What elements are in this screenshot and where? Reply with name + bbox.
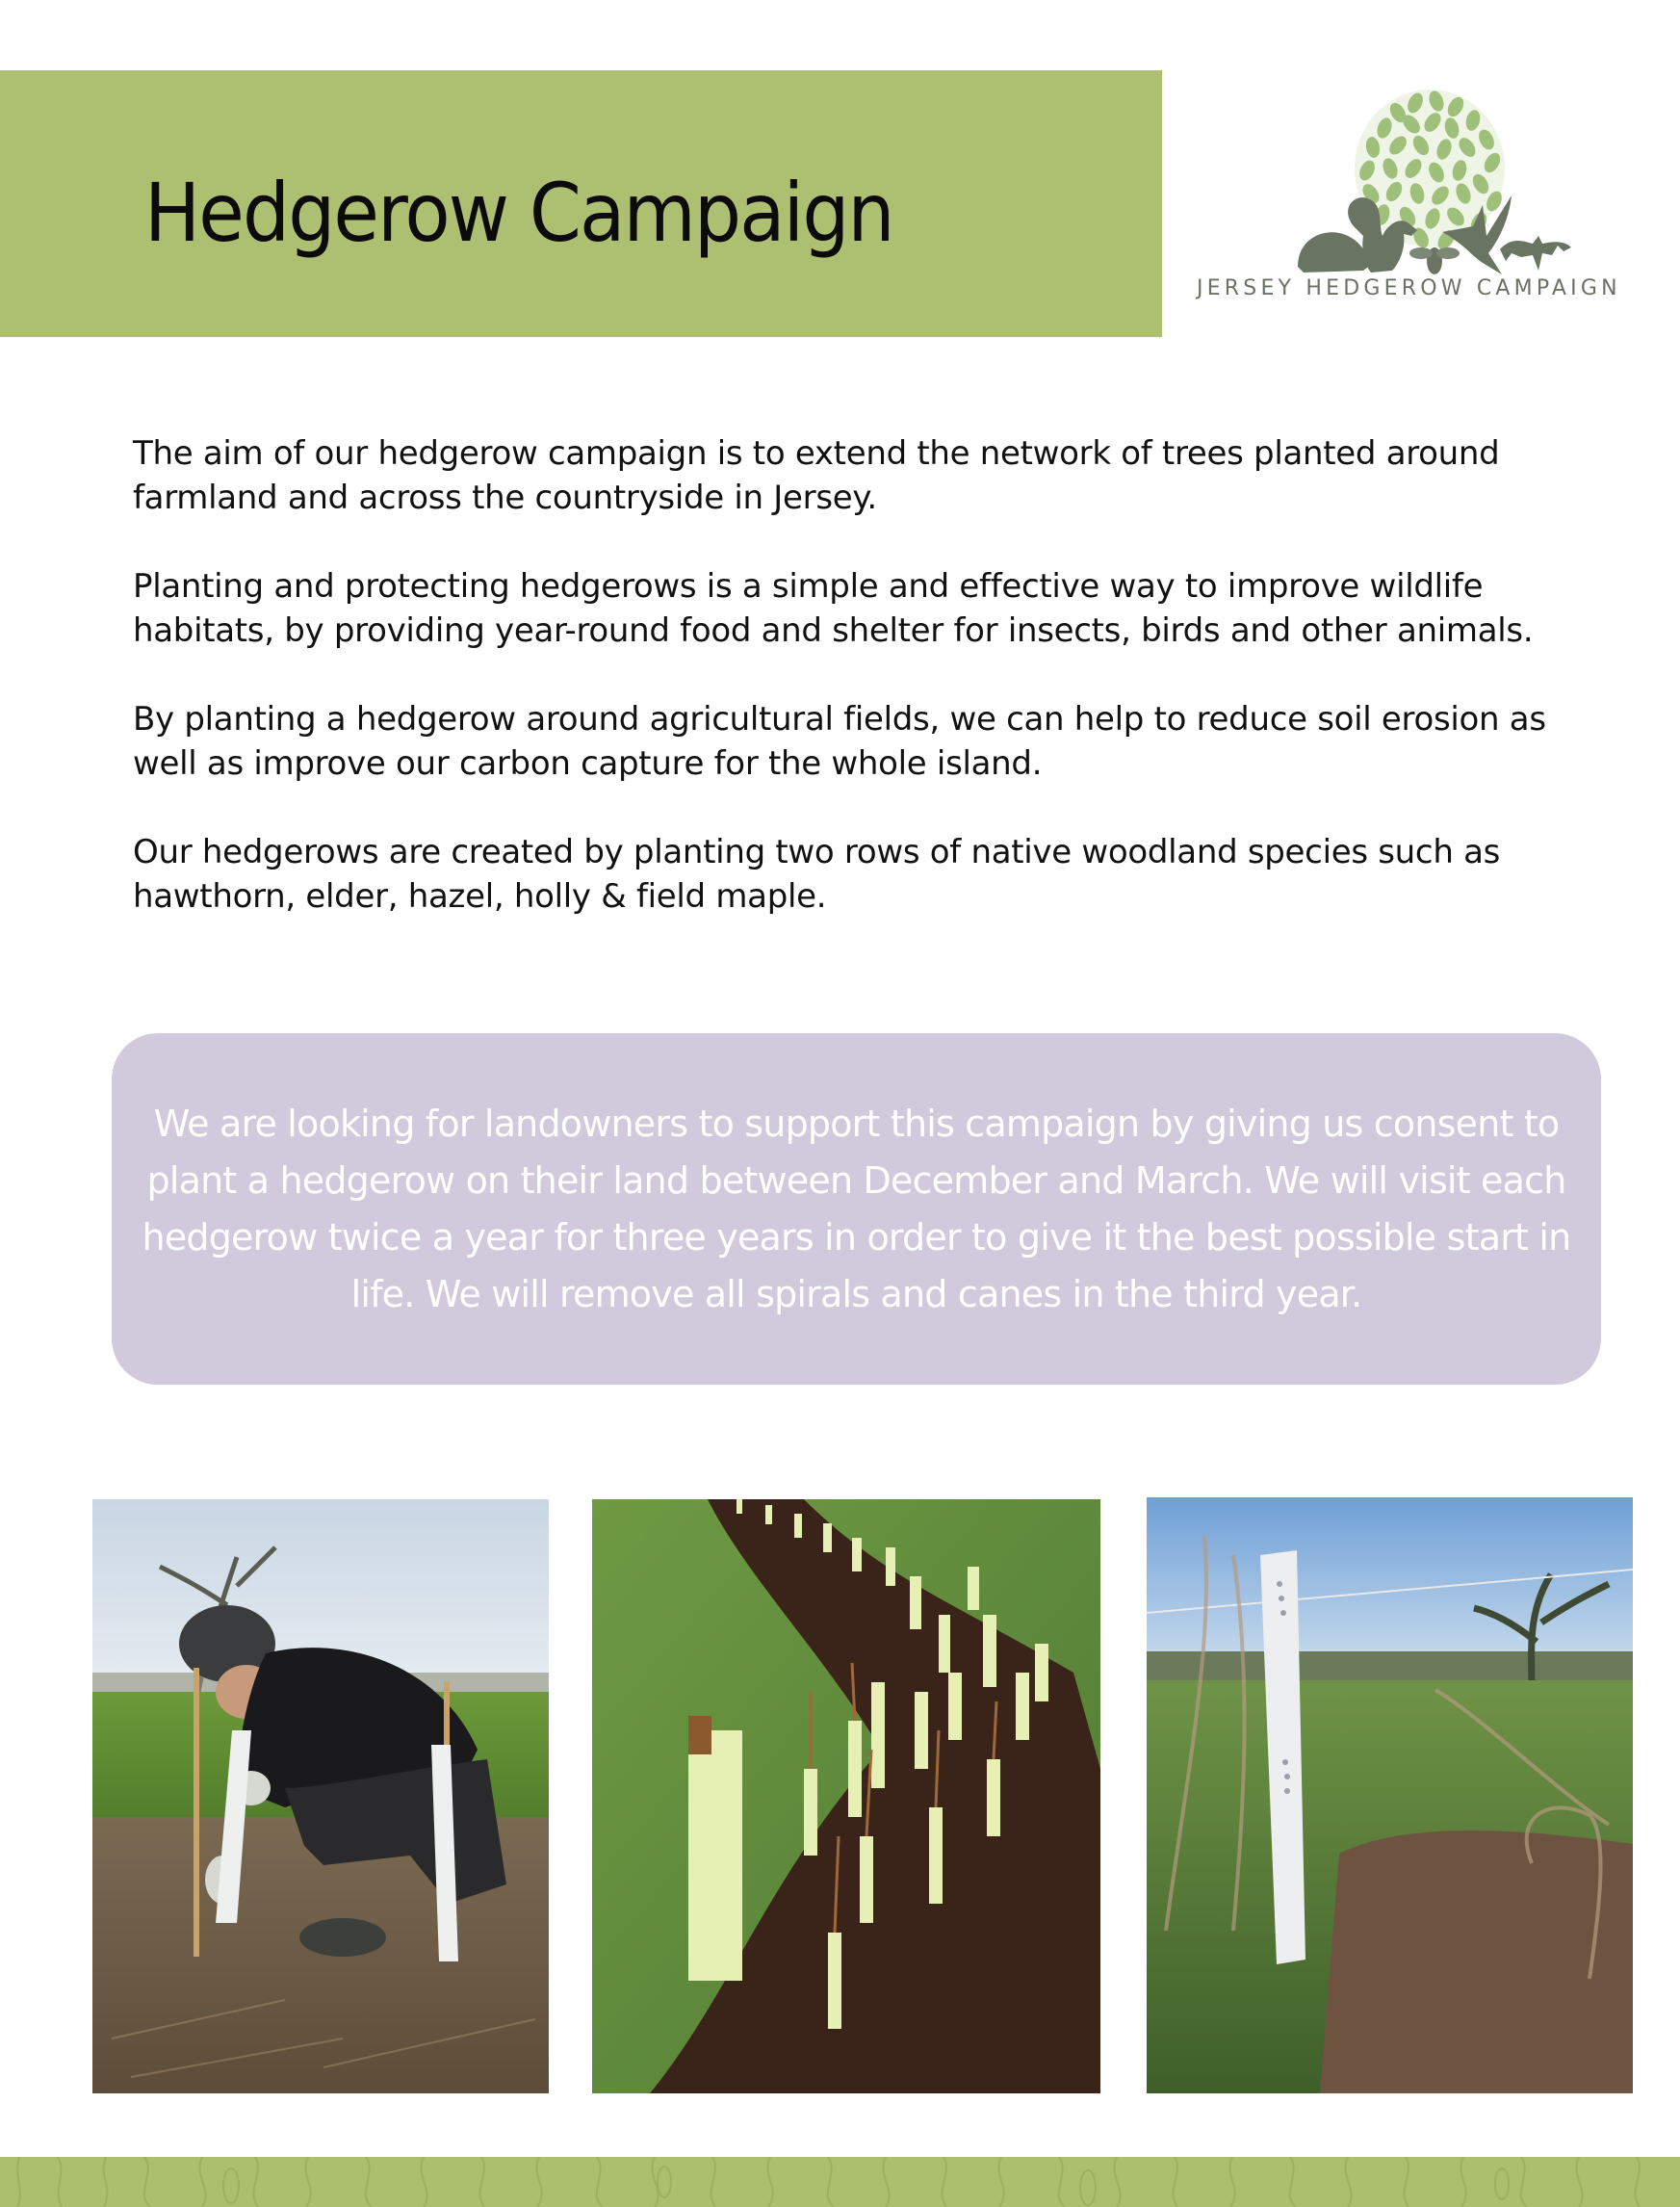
photo-hedgerow-row bbox=[592, 1499, 1100, 2093]
intro-paragraph: Planting and protecting hedgerows is a simple and effective way to improve wildlife habitats, by providing year-round food and shelter for insects, birds and other animals. bbox=[133, 567, 1534, 650]
callout-text: We are looking for landowners to support this campaign by giving us consent to plant a hedgerow on their land between December and March. We will visit each hedgerow twice a year for three years in order to give it the best possible start in life. We will remove all spirals and canes in the third year. bbox=[142, 1102, 1571, 1315]
wood-grain-pattern-icon bbox=[0, 2157, 1680, 2207]
photo-image bbox=[92, 1499, 549, 2093]
intro-text bbox=[133, 431, 1596, 963]
photo-spiral-guard bbox=[1147, 1497, 1633, 2093]
intro-paragraph: The aim of our hedgerow campaign is to extend the network of trees planted around farmland and across the countryside in Jersey. bbox=[133, 434, 1500, 517]
logo-caption: JERSEY HEDGEROW CAMPAIGN bbox=[1197, 276, 1621, 300]
photo-volunteer-planting bbox=[92, 1499, 549, 2093]
intro-paragraph: Our hedgerows are created by planting two rows of native woodland species such as hawthorn, elder, hazel, holly & field maple. bbox=[133, 833, 1501, 916]
page-title: Hedgerow Campaign bbox=[144, 166, 893, 260]
footer-wood-grain-band bbox=[0, 2157, 1680, 2207]
photo-image bbox=[592, 1499, 1100, 2093]
intro-paragraph: By planting a hedgerow around agricultural fields, we can help to reduce soil erosion as well as improve our carbon capture for the whole island. bbox=[133, 700, 1546, 783]
photo-image bbox=[1147, 1497, 1633, 2093]
landowner-callout bbox=[112, 1033, 1601, 1385]
